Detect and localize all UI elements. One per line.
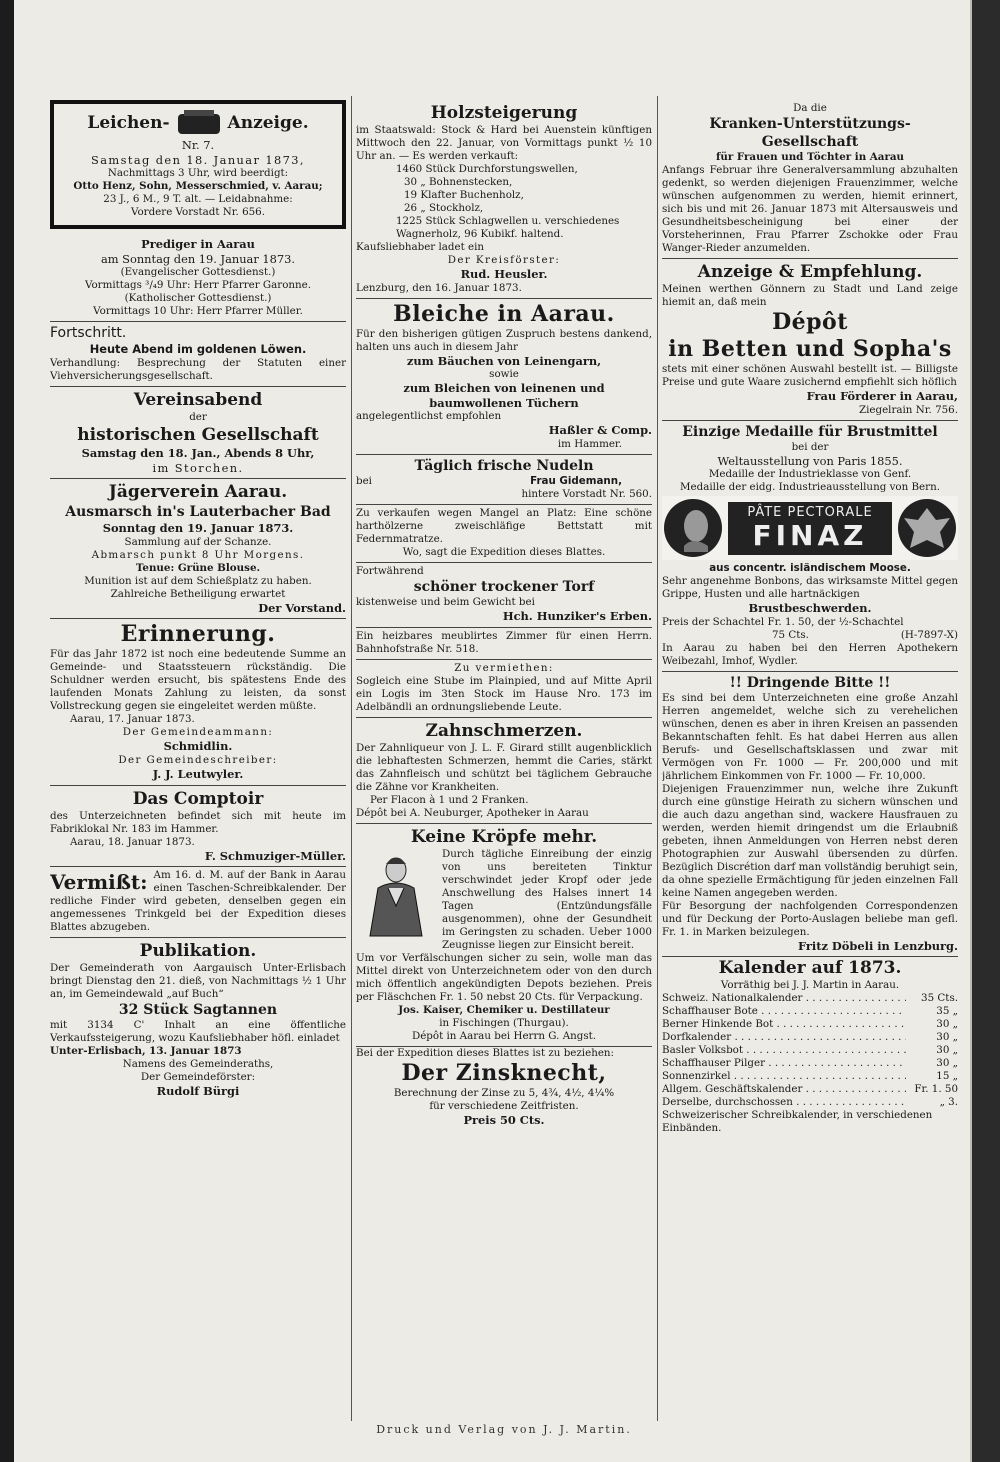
holzsteigerung-notice xyxy=(356,100,652,299)
finaz-label-box xyxy=(728,502,892,555)
column-middle xyxy=(356,100,652,1127)
kalender-item-price: 35 „ xyxy=(936,1005,958,1018)
publikation-date: Unter-Erlisbach, 13. Januar 1873 xyxy=(50,1045,242,1058)
medaille-line-5: aus concentr. isländischem Moose. xyxy=(709,562,911,575)
zins-line-1: Berechnung der Zinse zu 5, 4¾, 4½, 4¼% xyxy=(393,1086,615,1099)
kalender-item-name: Schaffhauser Bote . . . xyxy=(662,1005,906,1018)
obituary-notice xyxy=(50,100,346,229)
holz-item-3: 19 Klafter Buchenholz, xyxy=(404,189,524,201)
kroepfe-text-2: Um vor Verfälschungen sicher zu sein, wolle man das Mittel direkt von Unterzeichnetem oder von den durch mich öffentlich angekündigten Depots beziehen. Preis per Fläschchen Fr. 1. 50 nebst 20 Cts. für Verpackung. xyxy=(356,951,652,1003)
column-left xyxy=(50,100,346,1099)
publikation-notice xyxy=(50,938,346,1099)
holz-role: Der Kreisförster: xyxy=(447,254,561,266)
kalender-item xyxy=(662,992,958,1005)
kranken-title: Kranken-Unterstützungs-Gesellschaft xyxy=(709,116,911,150)
kalender-item-name: Sonnenzirkel . . . xyxy=(662,1070,906,1083)
kalender-item xyxy=(662,1083,958,1096)
bleiche-title: Bleiche in Aarau. xyxy=(393,300,615,327)
publikation-title: Publikation. xyxy=(139,941,257,962)
jaeger-line-5: Zahlreiche Betheiligung erwartet xyxy=(110,587,286,600)
zins-title: Der Zinsknecht, xyxy=(401,1059,607,1086)
kalender-item xyxy=(662,1096,958,1109)
kalender-item-price: 30 „ xyxy=(936,1031,958,1044)
obituary-person-2: 23 J., 6 M., 9 T. alt. — Leidabnahme: xyxy=(103,193,293,206)
kroepfe-sign-1: Jos. Kaiser, Chemiker u. Destillateur xyxy=(398,1003,610,1016)
nudeln-bei: bei xyxy=(356,474,372,487)
torf-notice xyxy=(356,563,652,628)
sermon-line-2: (Evangelischer Gottesdienst.) xyxy=(120,266,276,279)
erinnerung-notice xyxy=(50,619,346,785)
obituary-person-1: Otto Henz, Sohn, Messerschmied, v. Aarau; xyxy=(73,180,323,193)
nudeln-addr: hintere Vorstadt Nr. 560. xyxy=(521,487,652,500)
vermiethen-text: Sogleich eine Stube im Plainpied, und auf Mitte April ein Logis im 3ten Stock im Hause Nro. 173 im Adelbändli an ordnungsliebende Leute. xyxy=(356,674,652,713)
holz-invite: Kaufsliebhaber ladet ein xyxy=(356,241,485,253)
vereinsabend-notice xyxy=(50,387,346,479)
publikation-text: Der Gemeinderath von Aargauisch Unter-Erlisbach bringt Dienstag den 21. dieß, von Nachmittags ½ 1 Uhr an, im Gemeindewald „auf Buch“ xyxy=(50,962,346,1001)
erinnerung-name-2: J. J. Leutwyler. xyxy=(152,766,244,781)
kalender-item-name: Berner Hinkende Bot . . . xyxy=(662,1018,906,1031)
jaeger-title: Jägerverein Aarau. xyxy=(108,482,288,503)
anzeige-text-2: stets mit einer schönen Auswahl bestellt ist. — Billigste Preise und gute Waare zusichernd empfiehlt sich höflich xyxy=(662,363,958,388)
top-margin xyxy=(14,0,972,96)
jaeger-subtitle: Ausmarsch in's Lauterbacher Bad xyxy=(65,504,331,521)
zimmer-notice xyxy=(356,628,652,660)
fortschritt-line-1: Heute Abend im goldenen Löwen. xyxy=(89,342,307,357)
erinnerung-title: Erinnerung. xyxy=(120,621,276,648)
jaeger-date: Sonntag den 19. Januar 1873. xyxy=(102,521,294,536)
scan-border-right xyxy=(972,0,1000,1462)
column-rule-1 xyxy=(351,96,352,1421)
kranken-pre: Da die xyxy=(793,102,827,114)
zahnschmerzen-notice xyxy=(356,718,652,824)
publikation-line-2: Der Gemeindeförster: xyxy=(140,1071,256,1084)
obituary-title-left: Leichen- xyxy=(87,113,170,133)
erinnerung-name-1: Schmidlin. xyxy=(163,739,233,754)
medaille-title: Einzige Medaille für Brustmittel xyxy=(682,423,938,440)
holz-date: Lenzburg, den 16. Januar 1873. xyxy=(356,281,522,294)
medaille-text: Sehr angenehme Bonbons, das wirksamste Mittel gegen Grippe, Husten und alle hartnäckigen xyxy=(662,575,958,601)
column-right xyxy=(662,100,958,1135)
sermon-line-4: (Katholischer Gottesdienst.) xyxy=(124,292,272,305)
kalender-item xyxy=(662,1044,958,1057)
kalender-item xyxy=(662,1057,958,1070)
jaeger-line-2: Abmarsch punkt 8 Uhr Morgens. xyxy=(91,548,305,561)
vermisst-text: Am 16. d. M. auf der Bank in Aarau einen Taschen-Schreibkalender. Der redliche Finder wird gebeten, denselben gegen ein angemessenes Trinkgeld bei der Expedition dieses Blattes abzugeben. xyxy=(50,869,346,934)
kalender-item xyxy=(662,1031,958,1044)
zahn-price: Per Flacon à 1 und 2 Franken. xyxy=(370,793,529,806)
holz-title: Holzsteigerung xyxy=(430,103,578,123)
kalender-last: Schweizerischer Schreibkalender, in verschiedenen Einbänden. xyxy=(662,1109,933,1135)
medaille-notice xyxy=(662,421,958,672)
holz-item-4: 26 „ Stockholz, xyxy=(404,202,484,214)
bleiche-line-2: sowie xyxy=(489,368,519,381)
coffin-icon xyxy=(176,108,222,138)
jaegerverein-notice xyxy=(50,479,346,619)
kroepfe-sign-2: in Fischingen (Thurgau). xyxy=(439,1016,569,1029)
kroepfe-notice xyxy=(356,824,652,1047)
obituary-number: Nr. 7. xyxy=(181,138,215,152)
kalender-item-name: Dorfkalender . . . xyxy=(662,1031,906,1044)
kalender-item-price: Fr. 1. 50 xyxy=(914,1083,958,1096)
kalender-item-price: 15 „ xyxy=(936,1070,958,1083)
bitte-notice xyxy=(662,672,958,958)
kroepfe-depot: Dépôt in Aarau bei Herrn G. Angst. xyxy=(411,1029,597,1042)
zins-line-2: für verschiedene Zeitfristen. xyxy=(429,1099,579,1112)
kalender-item xyxy=(662,1018,958,1031)
medaille-code: (H-7897-X) xyxy=(900,628,958,641)
jaeger-line-1: Sammlung auf der Schanze. xyxy=(124,535,272,548)
zins-text: Bei der Expedition dieses Blattes ist zu beziehen: xyxy=(356,1046,615,1059)
torf-sign: Hch. Hunziker's Erben. xyxy=(502,608,652,623)
jaeger-sign: Der Vorstand. xyxy=(258,600,346,615)
torf-text: kistenweise und beim Gewicht bei xyxy=(356,595,535,608)
woman-portrait-illustration xyxy=(356,850,436,940)
obituary-title-right: Anzeige. xyxy=(227,113,309,133)
bleiche-sign: Haßler & Comp. xyxy=(548,423,652,438)
publikation-text-2: mit 3134 C' Inhalt an eine öffentliche Verkaufssteigerung, wozu Kaufsliebhaber höfl. einladet xyxy=(50,1019,346,1045)
erinnerung-text: Für das Jahr 1872 ist noch eine bedeutende Summe an Gemeinde- und Staatssteuern rückständig. Die Schuldner werden ersucht, bis spätestens Ende des laufenden Monats Zahlung zu leisten, da sonst Vollstreckung gegen sie eingeleitet werden müßte. xyxy=(50,648,346,713)
kalender-item xyxy=(662,1005,958,1018)
medaille-price-2: 75 Cts. xyxy=(772,628,809,641)
column-rule-2 xyxy=(657,96,658,1421)
kalender-item-name: Schaffhauser Pilger . . . xyxy=(662,1057,906,1070)
kalender-item-price: 30 „ xyxy=(936,1044,958,1057)
jaeger-line-3: Tenue: Grüne Blouse. xyxy=(135,561,261,574)
holz-item-1: 1460 Stück Durchforstungswellen, xyxy=(396,163,578,175)
erinnerung-date: Aarau, 17. Januar 1873. xyxy=(70,713,195,726)
bleiche-line-1: zum Bäuchen von Leinengarn, xyxy=(406,353,602,368)
kalender-item-price: 35 Cts. xyxy=(921,992,958,1005)
kalender-item-name: Derselbe, durchschossen . . . xyxy=(662,1096,906,1109)
erinnerung-role-2: Der Gemeindeschreiber: xyxy=(118,753,278,766)
kalender-item-price: 30 „ xyxy=(936,1018,958,1031)
zahn-text: Der Zahnliqueur von J. L. F. Girard stillt augenblicklich die lebhaftesten Schmerzen, hemmt die Caries, stärkt das Zahnfleisch und schützt bei täglichem Gebrauche die Zähne vor Krankheiten. xyxy=(356,741,652,793)
sermon-line-5: Vormittags 10 Uhr: Herr Pfarrer Müller. xyxy=(93,305,303,318)
printer-footer: Druck und Verlag von J. J. Martin. xyxy=(376,1423,632,1436)
verkauf-text: Zu verkaufen wegen Mangel an Platz: Eine schöne harthölzerne zweischläfige Bettstatt mit Federnmatratze. xyxy=(356,506,652,545)
torf-pre: Fortwährend xyxy=(356,564,424,577)
bleiche-place: im Hammer. xyxy=(557,437,622,450)
holz-item-5: 1225 Stück Schlagwellen u. verschiedenes Wagnerholz, 96 Kubikf. haltend. xyxy=(396,215,620,240)
kroepfe-text: Durch tägliche Einreibung der einzig von uns bereiteten Tinktur verschwindet jeder Kropf oder jede Anschwellung des Halses innert 14 Tagen (Entzündungsfälle ausgenommen), ohne der Gesundheit im Geringsten zu schaden. Ueber 1000 Zeugnisse liegen zur Einsicht bereit. xyxy=(442,847,652,951)
holz-item-2: 30 „ Bohnenstecken, xyxy=(404,176,513,188)
kalender-item-price: 30 „ xyxy=(936,1057,958,1070)
anzeige-depot-2: in Betten und Sopha's xyxy=(668,336,952,362)
portrait-medallion-icon xyxy=(662,496,724,560)
medaille-text-2: In Aarau zu haben bei den Herren Apothekern Weibezahl, Imhof, Wydler. xyxy=(662,641,958,667)
nudeln-title: Täglich frische Nudeln xyxy=(414,457,594,474)
sermon-notice xyxy=(50,235,346,322)
eagle-crest-icon xyxy=(896,496,958,560)
anzeige-depot: Dépôt xyxy=(772,309,848,335)
bleiche-line-3: zum Bleichen von leinenen und xyxy=(403,381,605,396)
comptoir-text: des Unterzeichneten befindet sich mit heute im Fabriklokal Nr. 183 im Hammer. xyxy=(50,809,346,835)
bitte-text: Es sind bei dem Unterzeichneten eine große Anzahl Herren angemeldet, welche sich zu verehelichen wünschen, denen es aber in ihren Kreisen an passenden Bekanntschaften fehlt. Es hat dabei Herren aus allen Berufs- und Gesellschaftsklassen und zwar mit Vermögen von Fr. 1000 — Fr. 200,000 und mit jährlichem Einkommen von Fr. 1000 — Fr. 10,000. xyxy=(662,691,958,782)
kalender-sub: Vorräthig bei J. J. Martin in Aarau. xyxy=(720,979,900,992)
sermon-line-1: am Sonntag den 19. Januar 1873. xyxy=(100,251,296,266)
zimmer-text: Ein heizbares meublirtes Zimmer für einen Herrn. Bahnhofstraße Nr. 518. xyxy=(356,629,652,655)
erinnerung-role-1: Der Gemeindeammann: xyxy=(122,726,274,739)
obituary-date: Samstag den 18. Januar 1873, xyxy=(91,152,305,167)
bleiche-line-5: angelegentlichst empfohlen xyxy=(356,410,502,423)
medaille-line-4: Medaille der eidg. Industrieausstellung von Bern. xyxy=(680,481,940,494)
kroepfe-title: Keine Kröpfe mehr. xyxy=(410,826,598,847)
nudeln-row xyxy=(356,475,652,488)
finaz-logo xyxy=(662,496,958,560)
verkauf-line-2: Wo, sagt die Expedition dieses Blattes. xyxy=(402,545,606,558)
kranken-sub: für Frauen und Töchter in Aarau xyxy=(715,151,905,163)
newspaper-page xyxy=(14,0,972,1462)
finaz-logo-line-1: PÂTE PECTORALE xyxy=(747,504,873,520)
kalender-title: Kalender auf 1873. xyxy=(718,958,902,979)
vermiethen-title: Zu vermiethen: xyxy=(454,661,554,674)
comptoir-notice xyxy=(50,786,346,868)
vereinsabend-der: der xyxy=(189,410,207,423)
fortschritt-title: Fortschritt. xyxy=(50,325,127,342)
anzeige-sign: Frau Förderer in Aarau, xyxy=(806,389,958,403)
anzeige-text: Meinen werthen Gönnern zu Stadt und Land zeige hiemit an, daß mein xyxy=(662,283,958,308)
bitte-text-2: Diejenigen Frauenzimmer nun, welche ihre Zukunft durch eine günstige Heirath zu sichern wünschen und die auch dazu angethan sind, wackere Hausfrauen zu werden, werden hiemit dringendst um die Erlaubniß gebeten, ihnen Anmeldungen von Herren nebst deren Photographien zur Auswahl übersenden zu dürfen. Bezüglich Discrétion darf man vollständig beruhigt sein, da ohne spezielle Ermächtigung für jeden einzelnen Fall keine Namen angegeben werden. xyxy=(662,782,958,899)
anzeige-addr: Ziegelrain Nr. 756. xyxy=(858,403,958,416)
holz-text: im Staatswald: Stock & Hard bei Auenstein künftigen Mittwoch den 22. Januar, von Vormittags punkt ½ 10 Uhr an. — Es werden verkauft: xyxy=(356,124,652,162)
vereinsabend-society: historischen Gesellschaft xyxy=(77,424,319,445)
comptoir-title: Das Comptoir xyxy=(132,788,264,809)
sermon-title: Prediger in Aarau xyxy=(141,237,255,252)
kranken-text: Anfangs Februar ihre Generalversammlung abzuhalten gedenkt, so werden diejenigen Frauenzimmer, welche wünschen aufgenommen zu werden, hiemit erinnert, sich bis und mit 26. Januar 1873 mit Altersausweis und Gesundheitsbescheinigung bei einer der Vorsteherinnen, Frau Pfarrer Zschokke oder Frau Wanger-Rieder anzumelden. xyxy=(662,164,958,254)
bleiche-line-4: baumwollenen Tüchern xyxy=(429,395,579,410)
kalender-item-name: Schweiz. Nationalkalender . . . xyxy=(662,992,906,1005)
kalender-item xyxy=(662,1070,958,1083)
anzeige-notice xyxy=(662,259,958,421)
jaeger-line-4: Munition ist auf dem Schießplatz zu haben. xyxy=(84,574,312,587)
vereinsabend-title: Vereinsabend xyxy=(133,389,263,410)
anzeige-title: Anzeige & Empfehlung. xyxy=(697,262,923,282)
vermiethen-notice xyxy=(356,660,652,718)
finaz-logo-line-2: FINAZ xyxy=(752,518,868,552)
medaille-price: Preis der Schachtel Fr. 1. 50, der ½-Schachtel xyxy=(662,615,904,628)
publikation-sign: Rudolf Bürgi xyxy=(156,1084,240,1099)
zinsknecht-notice xyxy=(356,1047,652,1128)
vereinsabend-date: Samstag den 18. Jan., Abends 8 Uhr, xyxy=(81,445,315,460)
kranken-notice xyxy=(662,100,958,259)
sermon-line-3: Vormittags ³/₄9 Uhr: Herr Pfarrer Garonne. xyxy=(84,279,312,292)
vermisst-title: Vermißt: xyxy=(50,870,148,895)
comptoir-date: Aarau, 18. Januar 1873. xyxy=(70,835,195,848)
nudeln-notice xyxy=(356,455,652,505)
bitte-text-3: Für Besorgung der nachfolgenden Correspondenzen und für Deckung der Porto-Auslagen beliebe man gefl. Fr. 1. in Marken beizulegen. xyxy=(662,899,958,938)
verkauf-notice xyxy=(356,505,652,563)
zahn-depot: Dépôt bei A. Neuburger, Apotheker in Aarau xyxy=(356,806,589,819)
medaille-bold: Brustbeschwerden. xyxy=(748,601,872,616)
vermisst-notice xyxy=(50,867,346,938)
obituary-time: Nachmittags 3 Uhr, wird beerdigt: xyxy=(107,167,289,180)
obituary-title-row xyxy=(60,108,336,138)
bitte-sign: Fritz Döbeli in Lenzburg. xyxy=(798,938,958,953)
bitte-title: !! Dringende Bitte !! xyxy=(729,674,891,691)
fortschritt-notice xyxy=(50,322,346,387)
nudeln-name: Frau Gidemann, xyxy=(530,474,622,487)
medaille-line-2: Weltausstellung von Paris 1855. xyxy=(717,453,903,468)
kalender-item-name: Basler Volksbot . . . xyxy=(662,1044,906,1057)
torf-title: schöner trockener Torf xyxy=(413,578,595,595)
publikation-line-1: Namens des Gemeinderaths, xyxy=(122,1058,274,1071)
medaille-line-3: Medaille der Industrieklasse von Genf. xyxy=(708,468,912,481)
comptoir-sign: F. Schmuziger-Müller. xyxy=(204,848,346,863)
fortschritt-line-2: Verhandlung: Besprechung der Statuten einer Viehversicherungsgesellschaft. xyxy=(50,356,346,382)
medaille-price-row xyxy=(662,629,958,642)
kalender-notice xyxy=(662,957,958,1135)
bleiche-notice xyxy=(356,299,652,455)
kalender-item-name: Allgem. Geschäftskalender . . . xyxy=(662,1083,906,1096)
vereinsabend-place: im Storchen. xyxy=(152,460,244,475)
obituary-person-3: Vordere Vorstadt Nr. 656. xyxy=(130,206,266,219)
medaille-line-1: bei der xyxy=(791,440,829,453)
kalender-item-price: „ 3. xyxy=(939,1096,958,1109)
holz-sign: Rud. Heusler. xyxy=(460,267,548,281)
publikation-highlight: 32 Stück Sagtannen xyxy=(118,1002,278,1019)
zins-price: Preis 50 Cts. xyxy=(463,1112,545,1127)
zahn-title: Zahnschmerzen. xyxy=(425,720,583,741)
bleiche-text: Für den bisherigen gütigen Zuspruch bestens dankend, halten uns auch in diesem Jahr xyxy=(356,327,652,353)
